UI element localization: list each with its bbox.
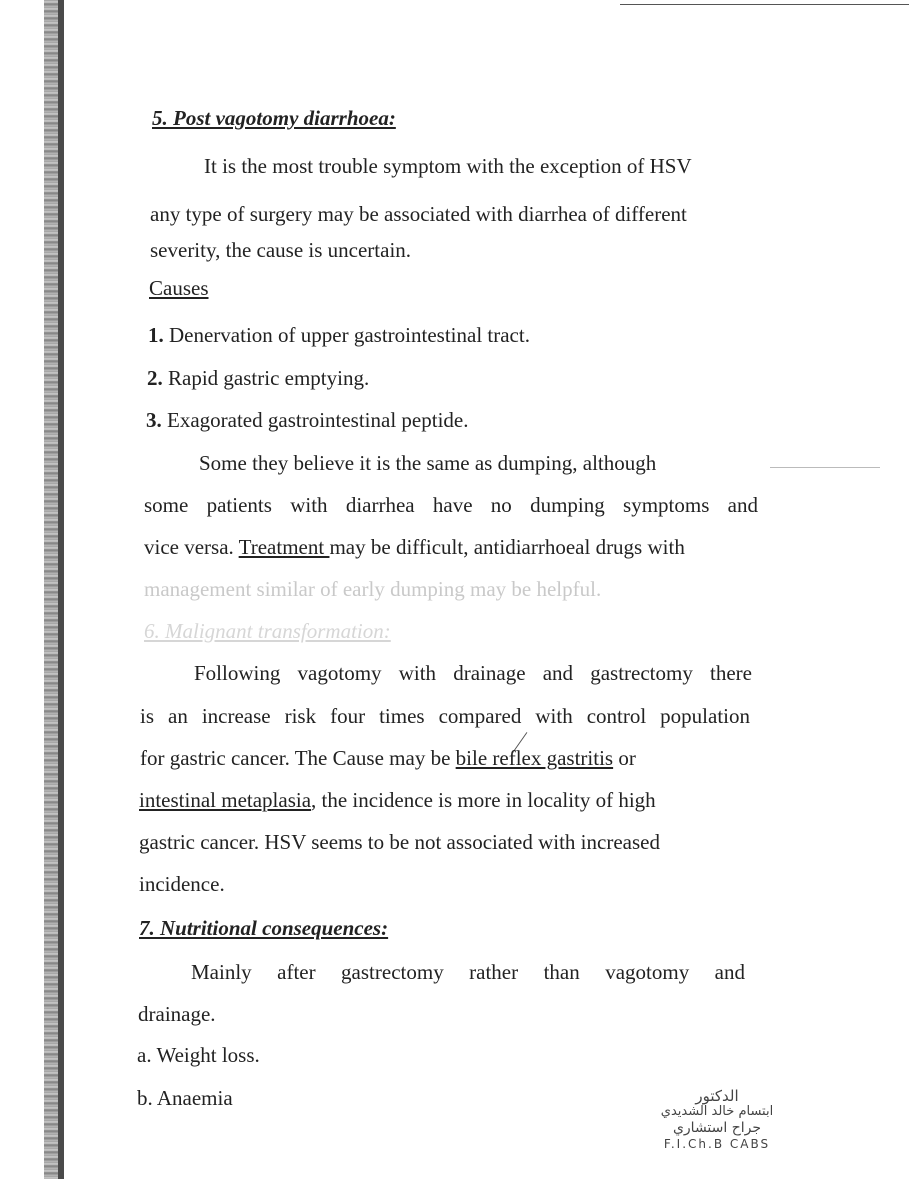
para2-line3-post: may be difficult, antidiarrhoeal drugs with: [329, 535, 685, 559]
section-5-para1-line1: It is the most trouble symptom with the exception of HSV: [204, 154, 692, 178]
cause-number: 2.: [147, 366, 163, 390]
cause-item-3: [146, 408, 469, 433]
section-6-line4: [139, 788, 656, 813]
cause-text: Rapid gastric emptying.: [162, 366, 370, 390]
cause-number: 1.: [148, 323, 164, 347]
section-7-line1: Mainly after gastrectomy rather than vagotomy and: [191, 960, 745, 984]
section-5-para2-line1: [199, 451, 757, 476]
signature-stamp: [612, 1088, 822, 1168]
section-5-para2-line2: some patients with diarrhea have no dumping symptoms and: [144, 493, 758, 517]
section-5-para1-line3: severity, the cause is uncertain.: [150, 238, 412, 262]
cause-number: 3.: [146, 408, 162, 432]
bile-reflex-gastritis-underlined: bile reflex gastritis: [455, 746, 614, 770]
section-5-para1-line2: any type of surgery may be associated with diarrhea of different: [150, 202, 687, 226]
stamp-title: الدكتور: [695, 1087, 739, 1105]
cause-text: Denervation of upper gastrointestinal tract.: [163, 323, 530, 347]
section-6-line2: is an increase risk four times compared with control population: [140, 704, 750, 728]
section-7-heading: 7. Nutritional consequences:: [139, 916, 389, 940]
section-6-heading-faded: 6. Malignant transformation:: [144, 619, 391, 643]
section-5-heading: 5. Post vagotomy diarrhoea:: [152, 106, 396, 130]
stamp-role: جراح استشاري: [672, 1120, 762, 1136]
para2-line3-pre: vice versa.: [144, 535, 239, 559]
line3-pre: for gastric cancer. The Cause may be: [140, 746, 456, 770]
cause-item-2: [147, 366, 369, 391]
section-7-line2: drainage.: [138, 1002, 216, 1026]
list-item-anaemia: b. Anaemia: [137, 1086, 233, 1110]
stamp-credentials: F.I.Ch.B CABS: [663, 1137, 771, 1151]
stamp-name: ابتسام خالد الشديدي: [660, 1104, 774, 1119]
section-6-line1: Following vagotomy with drainage and gastrectomy there: [194, 661, 752, 685]
section-6-line6: incidence.: [139, 872, 225, 896]
section-6-line5: gastric cancer. HSV seems to be not associated with increased: [139, 830, 660, 854]
line3-post: or: [613, 746, 636, 770]
section-5-para2-line3: [144, 535, 685, 560]
cause-item-1: [148, 323, 530, 348]
list-item-weight-loss: a. Weight loss.: [137, 1043, 260, 1067]
causes-label: Causes: [149, 276, 209, 300]
intestinal-metaplasia-underlined: intestinal metaplasia: [139, 788, 312, 812]
para2-line1-text: Some they believe it is the same as dumping, although: [199, 451, 657, 475]
section-5-para2-line4-faded: management similar of early dumping may be helpful.: [144, 577, 602, 601]
line4-post: , the incidence is more in locality of high: [311, 788, 656, 812]
cause-text: Exagorated gastrointestinal peptide.: [161, 408, 469, 432]
treatment-underlined: Treatment: [238, 535, 330, 559]
section-6-line3: [140, 746, 636, 771]
